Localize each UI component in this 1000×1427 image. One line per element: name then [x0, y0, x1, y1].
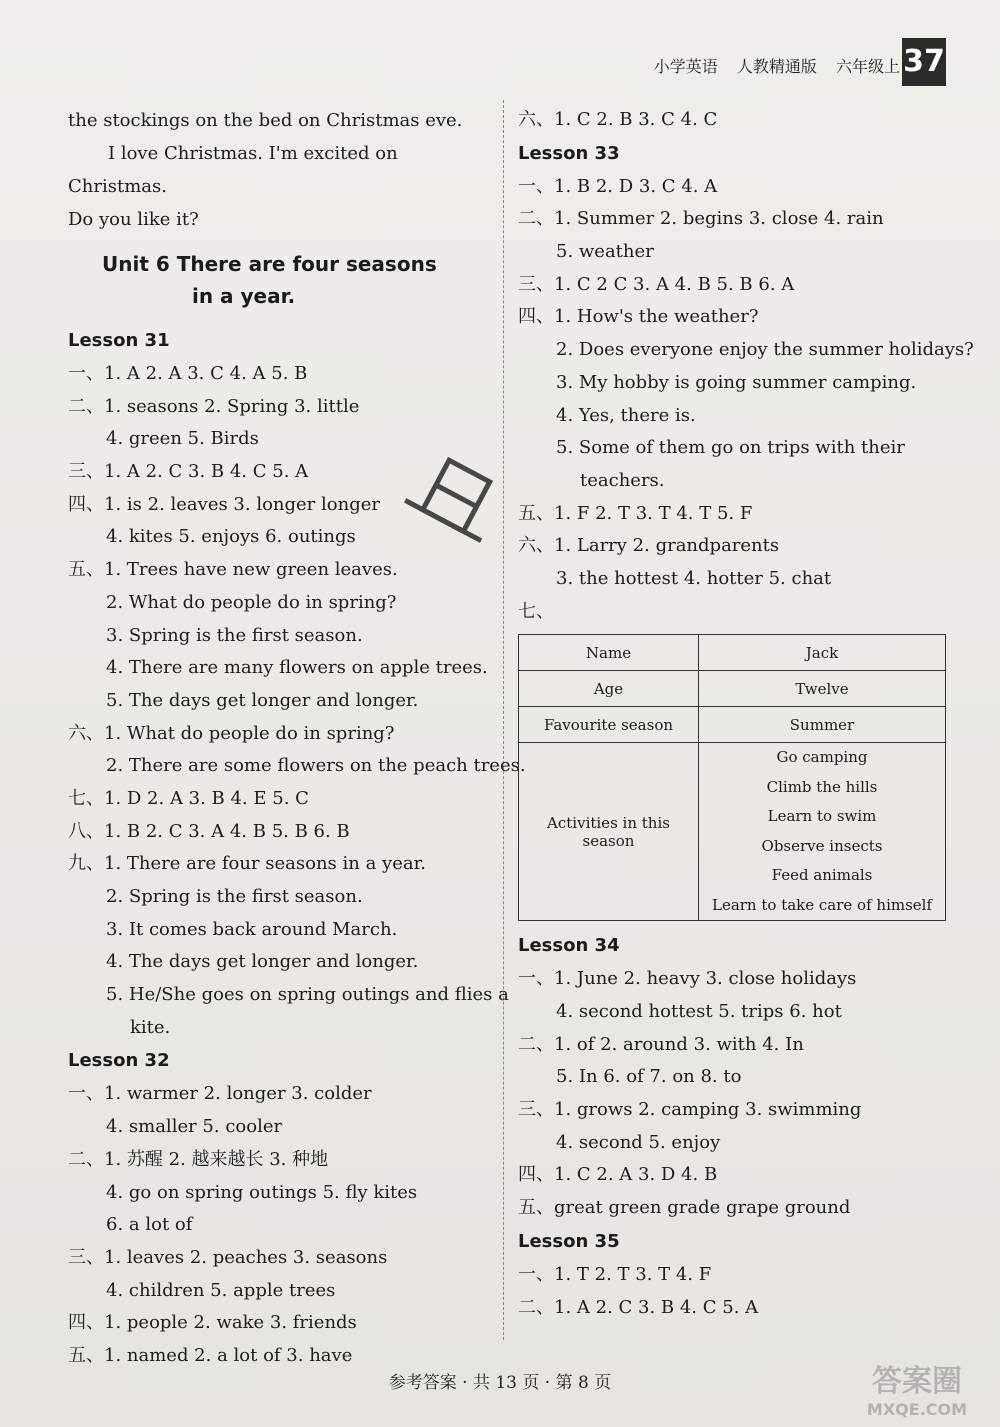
answer-line: 2. Spring is the first season. — [106, 886, 363, 907]
answer-line: 4. green 5. Birds — [106, 428, 259, 450]
activity-item: Learn to take care of himself — [711, 895, 933, 914]
answer-line: 六、1. Larry 2. grandparents — [518, 535, 780, 557]
intro-line: I love Christmas. I'm excited on Christmas. — [68, 143, 398, 197]
answer-line: 七、 — [518, 600, 554, 622]
answer-line: 七、1. D 2. A 3. B 4. E 5. C — [68, 787, 309, 809]
answer-line: 3. It comes back around March. — [106, 918, 398, 940]
activity-item: Feed animals — [771, 866, 873, 885]
intro-line: Do you like it? — [68, 209, 199, 230]
answer-line: 一、1. warmer 2. longer 3. colder — [68, 1083, 372, 1105]
lesson-heading: Lesson 32 — [68, 1050, 170, 1072]
header-grade: 六年级上 — [835, 57, 900, 76]
answer-line: 2. What do people do in spring? — [106, 591, 397, 613]
answer-line: 五、1. named 2. a lot of 3. have — [68, 1344, 353, 1366]
answer-line: 4. Yes, there is. — [556, 404, 696, 426]
table-row — [519, 707, 946, 743]
table-value-cell: Summer — [699, 707, 946, 743]
table-row — [519, 743, 946, 921]
answer-line: 三、1. grows 2. camping 3. swimming — [518, 1099, 862, 1121]
answer-line: 二、1. Summer 2. begins 3. close 4. rain — [518, 208, 884, 230]
activity-item: Go camping — [776, 748, 868, 767]
answer-line: 一、1. A 2. A 3. C 4. A 5. B — [68, 363, 308, 384]
stamp-line — [436, 485, 477, 507]
answer-line: 5. In 6. of 7. on 8. to — [556, 1066, 742, 1088]
stamp-graphic — [388, 455, 498, 595]
answer-line: 一、1. T 2. T 3. T 4. F — [518, 1263, 712, 1285]
answer-line: 四、1. C 2. A 3. D 4. B — [518, 1164, 718, 1186]
page-header — [640, 54, 900, 77]
answer-line: 三、1. C 2 C 3. A 4. B 5. B 6. A — [518, 273, 795, 295]
watermark-top: 答案圈 — [872, 1364, 962, 1399]
activities-cell — [699, 743, 946, 921]
header-edition: 人教精通版 — [736, 57, 817, 76]
answer-line: 四、1. is 2. leaves 3. longer longer — [68, 493, 380, 515]
answer-line: 4. kites 5. enjoys 6. outings — [106, 526, 356, 548]
info-table — [518, 634, 946, 921]
page-number-badge: 37 — [902, 38, 946, 86]
activity-item: Observe insects — [761, 836, 883, 855]
answer-line: 4. smaller 5. cooler — [106, 1116, 283, 1138]
answer-line: 4. go on spring outings 5. fly kites — [106, 1181, 418, 1203]
activity-item: Learn to swim — [767, 807, 877, 826]
table-label-cell: Favourite season — [519, 707, 699, 743]
answer-line: kite. — [130, 1016, 171, 1038]
answer-line: 三、1. leaves 2. peaches 3. seasons — [68, 1246, 388, 1268]
answer-line: 3. the hottest 4. hotter 5. chat — [556, 567, 832, 589]
unit-title-line2: in a year. — [192, 284, 296, 308]
answer-line: 2. There are some flowers on the peach trees. — [106, 755, 526, 777]
answer-line: 二、1. A 2. C 3. B 4. C 5. A — [518, 1296, 759, 1318]
unit-title-line1: Unit 6 There are four seasons — [102, 252, 437, 276]
right-column — [518, 104, 974, 1324]
answer-line: 八、1. B 2. C 3. A 4. B 5. B 6. B — [68, 820, 350, 842]
answer-line: 四、1. How's the weather? — [518, 306, 759, 328]
table-value-cell: Jack — [699, 635, 946, 671]
answer-line: 6. a lot of — [106, 1214, 193, 1236]
answer-line: 五、great green grade grape ground — [518, 1197, 851, 1219]
lesson-heading: Lesson 35 — [518, 1230, 620, 1252]
answer-line: 4. The days get longer and longer. — [106, 951, 419, 973]
answer-line: 5. Some of them go on trips with their — [556, 437, 905, 459]
answer-line: 3. Spring is the first season. — [106, 624, 363, 646]
watermark-logo — [842, 1357, 992, 1421]
answer-line: 九、1. There are four seasons in a year. — [68, 853, 426, 875]
table-row — [519, 635, 946, 671]
column-divider — [503, 100, 504, 1340]
lesson-heading: Lesson 31 — [68, 330, 170, 351]
answer-line: 2. Does everyone enjoy the summer holidays? — [556, 339, 974, 361]
lesson-heading: Lesson 34 — [518, 935, 620, 957]
page-footer: 参考答案 · 共 13 页 · 第 8 页 — [388, 1373, 612, 1393]
table-value-cell: Twelve — [699, 671, 946, 707]
answer-line: 四、1. people 2. wake 3. friends — [68, 1312, 357, 1334]
answer-line: 5. weather — [556, 241, 654, 263]
answer-line: 5. He/She goes on spring outings and flies a — [106, 984, 509, 1006]
answer-line: teachers. — [580, 469, 665, 491]
answer-line: 二、1. 苏醒 2. 越来越长 3. 种地 — [68, 1148, 329, 1170]
unit-title — [68, 248, 496, 312]
answer-line: 六、1. C 2. B 3. C 4. C — [518, 109, 718, 130]
answer-line: 六、1. What do people do in spring? — [68, 722, 395, 744]
activity-item: Climb the hills — [766, 777, 878, 796]
answer-line: 4. There are many flowers on apple trees. — [106, 657, 488, 679]
answer-line: 4. second hottest 5. trips 6. hot — [556, 1001, 842, 1022]
answer-line: 五、1. Trees have new green leaves. — [68, 559, 398, 581]
table-row — [519, 671, 946, 707]
table-label-cell: Activities in this season — [519, 743, 699, 921]
answer-line: 二、1. seasons 2. Spring 3. little — [68, 395, 360, 417]
intro-line: the stockings on the bed on Christmas eve. — [68, 110, 463, 131]
answer-line: 一、1. June 2. heavy 3. close holidays — [518, 968, 857, 990]
answer-line: 5. The days get longer and longer. — [106, 689, 419, 711]
answer-line: 一、1. B 2. D 3. C 4. A — [518, 175, 718, 197]
left-column — [68, 104, 526, 1373]
answer-line: 五、1. F 2. T 3. T 4. T 5. F — [518, 502, 753, 524]
table-label-cell: Name — [519, 635, 699, 671]
table-label-cell: Age — [519, 671, 699, 707]
watermark-bottom: MXQE.COM — [866, 1400, 968, 1419]
answer-line: 二、1. of 2. around 3. with 4. In — [518, 1033, 804, 1055]
header-subject: 小学英语 — [653, 57, 718, 76]
answer-line: 4. second 5. enjoy — [556, 1131, 721, 1153]
lesson-heading: Lesson 33 — [518, 142, 620, 164]
answer-line: 3. My hobby is going summer camping. — [556, 371, 917, 393]
answer-line: 三、1. A 2. C 3. B 4. C 5. A — [68, 461, 309, 483]
answer-line: 4. children 5. apple trees — [106, 1279, 336, 1301]
